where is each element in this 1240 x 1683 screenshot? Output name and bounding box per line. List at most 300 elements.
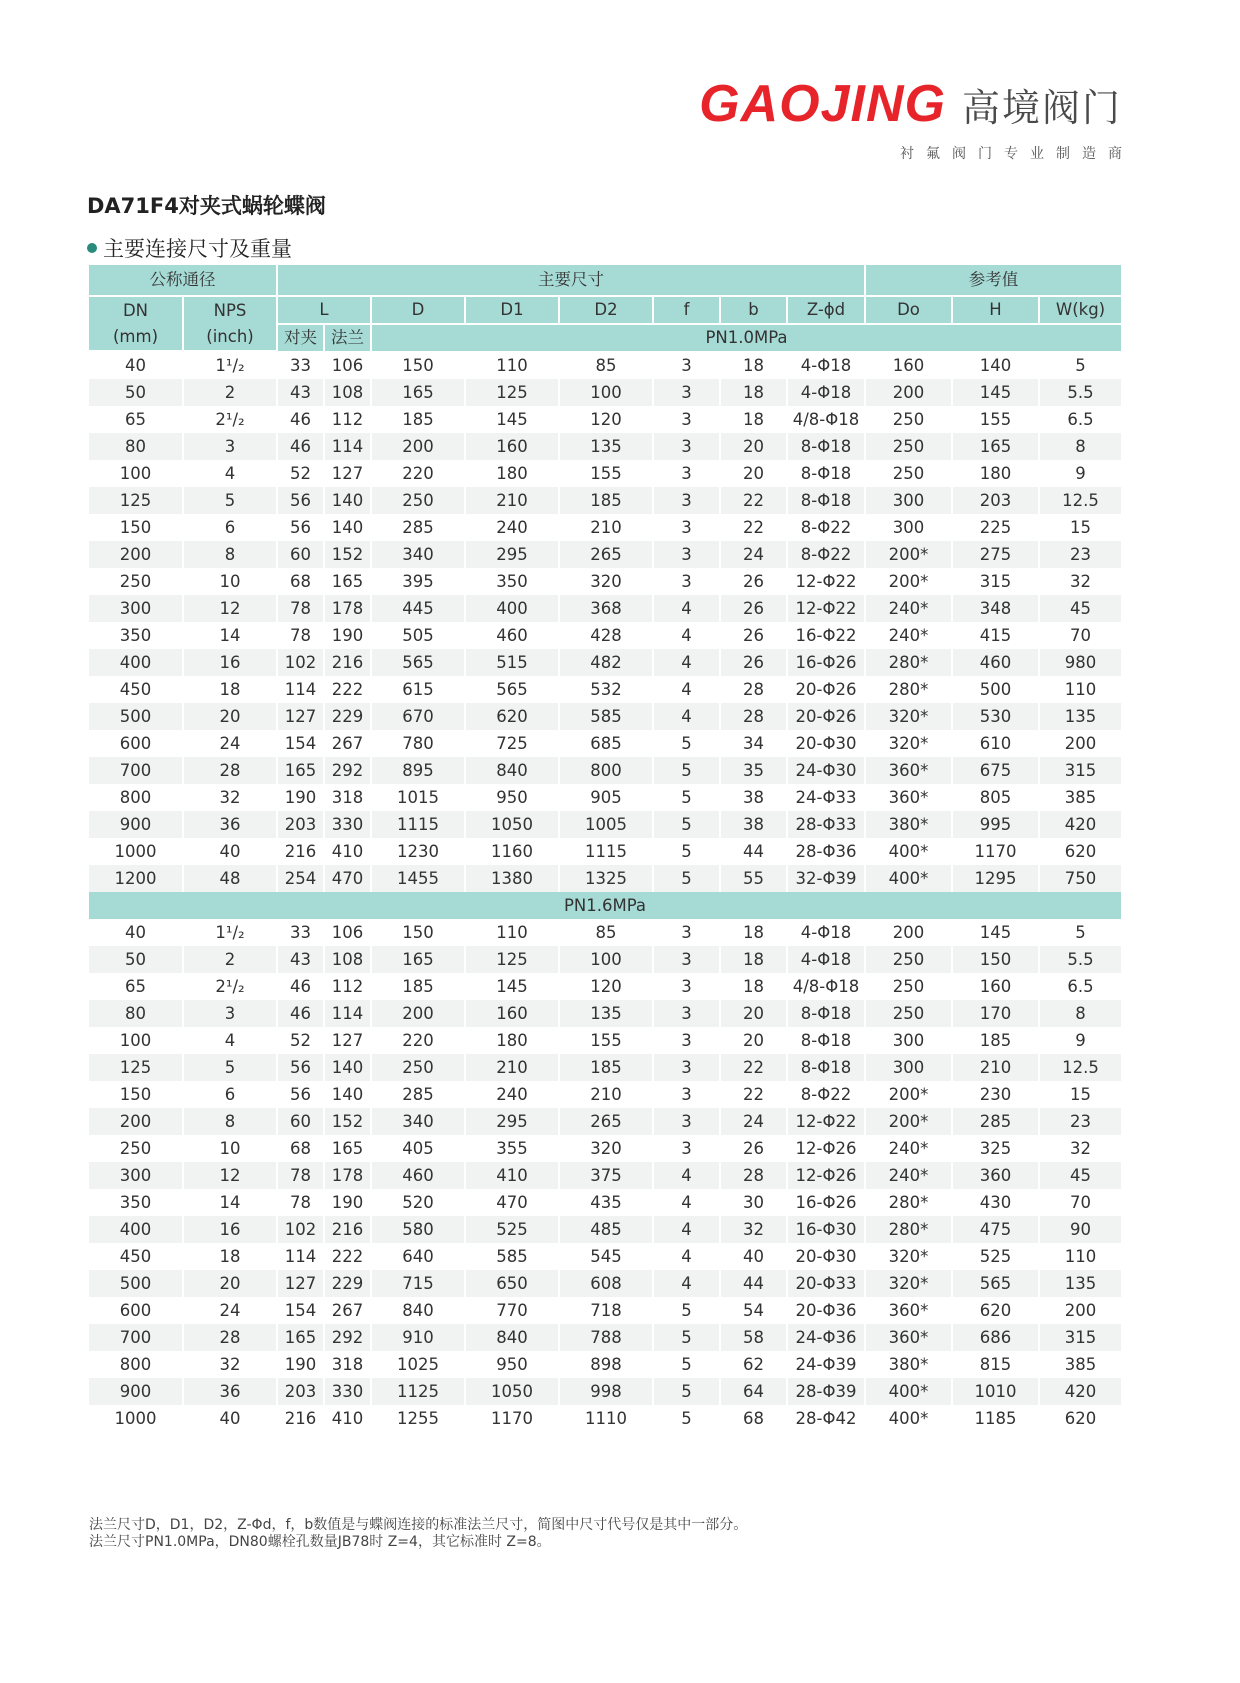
table-cell: 1230	[371, 838, 465, 865]
table-cell: 80	[89, 1000, 183, 1027]
table-cell: 52	[277, 1027, 324, 1054]
table-cell: 20-Φ30	[787, 730, 865, 757]
table-cell: 620	[952, 1297, 1039, 1324]
table-cell: 190	[277, 1351, 324, 1378]
table-cell: 4	[653, 1189, 720, 1216]
table-cell: 410	[324, 1405, 371, 1432]
table-cell: 20-Φ33	[787, 1270, 865, 1297]
table-cell: 56	[277, 514, 324, 541]
table-cell: 5	[183, 1054, 277, 1081]
table-cell: 120	[559, 406, 653, 433]
table-cell: 1115	[559, 838, 653, 865]
table-cell: 565	[952, 1270, 1039, 1297]
table-cell: 28	[720, 1162, 787, 1189]
table-cell: 300	[865, 1054, 952, 1081]
table-cell: 60	[277, 1108, 324, 1135]
table-cell: 320*	[865, 730, 952, 757]
table-cell: 250	[865, 406, 952, 433]
table-cell: 5	[653, 1324, 720, 1351]
table-cell: 125	[465, 379, 559, 406]
table-cell: 120	[559, 973, 653, 1000]
table-cell: 125	[89, 487, 183, 514]
table-cell: 78	[277, 1189, 324, 1216]
table-row	[89, 1243, 1121, 1270]
table-cell: 150	[89, 1081, 183, 1108]
table-cell: 140	[324, 514, 371, 541]
table-cell: 200	[371, 1000, 465, 1027]
table-cell: 203	[277, 811, 324, 838]
brand-logo: GAOJING	[699, 75, 946, 133]
table-cell: 998	[559, 1378, 653, 1405]
brand-name: 高境阀门	[961, 86, 1122, 130]
table-row	[89, 1216, 1121, 1243]
table-cell: 106	[324, 351, 371, 379]
table-cell: 5.5	[1039, 379, 1121, 406]
table-cell: 135	[1039, 703, 1121, 730]
pressure-label-1: PN1.0MPa	[371, 324, 1121, 351]
table-cell: 200*	[865, 1108, 952, 1135]
table-row	[89, 1378, 1121, 1405]
table-cell: 1295	[952, 865, 1039, 892]
table-cell: 43	[277, 946, 324, 973]
table-cell: 12	[183, 1162, 277, 1189]
table-cell: 4	[653, 676, 720, 703]
table-cell: 32	[183, 1351, 277, 1378]
table-row	[89, 460, 1121, 487]
table-cell: 400*	[865, 1405, 952, 1432]
table-cell: 160	[465, 1000, 559, 1027]
table-cell: 4	[653, 595, 720, 622]
table-cell: 485	[559, 1216, 653, 1243]
table-cell: 200	[89, 1108, 183, 1135]
table-cell: 127	[324, 460, 371, 487]
table-cell: 85	[559, 351, 653, 379]
table-cell: 4	[653, 1216, 720, 1243]
table-cell: 216	[277, 1405, 324, 1432]
table-cell: 54	[720, 1297, 787, 1324]
table-cell: 470	[465, 1189, 559, 1216]
table-cell: 3	[653, 1135, 720, 1162]
table-cell: 700	[89, 1324, 183, 1351]
table-cell: 325	[952, 1135, 1039, 1162]
table-cell: 165	[952, 433, 1039, 460]
table-cell: 46	[277, 433, 324, 460]
table-cell: 250	[865, 946, 952, 973]
table-cell: 475	[952, 1216, 1039, 1243]
table-cell: 114	[277, 676, 324, 703]
table-cell: 3	[653, 487, 720, 514]
table-cell: 1185	[952, 1405, 1039, 1432]
table-cell: 26	[720, 649, 787, 676]
table-cell: 1380	[465, 865, 559, 892]
table-cell: 545	[559, 1243, 653, 1270]
table-cell: 292	[324, 757, 371, 784]
table-cell: 585	[559, 703, 653, 730]
table-cell: 435	[559, 1189, 653, 1216]
table-cell: 348	[952, 595, 1039, 622]
table-cell: 210	[465, 487, 559, 514]
table-cell: 23	[1039, 1108, 1121, 1135]
table-cell: 9	[1075, 464, 1086, 483]
table-cell: 330	[324, 811, 371, 838]
table-cell: 190	[277, 784, 324, 811]
table-cell: 110	[465, 919, 559, 946]
table-cell: 6.5	[1067, 410, 1094, 429]
table-cell: 165	[371, 946, 465, 973]
header-ref: 参考值	[865, 265, 1121, 296]
table-cell: 12-Φ22	[787, 595, 865, 622]
table-cell: 135	[559, 1000, 653, 1027]
col-l: L	[277, 296, 371, 324]
table-cell: 150	[371, 919, 465, 946]
table-cell: 32	[1070, 1139, 1091, 1158]
col-d1: D1	[465, 296, 559, 324]
table-cell: 320*	[865, 1270, 952, 1297]
table-cell: 685	[559, 730, 653, 757]
table-cell: 2¹/₂	[183, 973, 277, 1000]
table-row	[89, 973, 1121, 1000]
table-cell: 815	[952, 1351, 1039, 1378]
table-cell: 78	[277, 595, 324, 622]
col-d2: D2	[559, 296, 653, 324]
table-cell: 718	[559, 1297, 653, 1324]
table-cell: 150	[371, 351, 465, 379]
table-cell: 18	[720, 351, 787, 379]
table-cell: 585	[465, 1243, 559, 1270]
table-cell: 250	[89, 1135, 183, 1162]
table-row	[89, 784, 1121, 811]
table-cell: 26	[720, 595, 787, 622]
table-row	[89, 433, 1121, 460]
table-cell: 300	[89, 595, 183, 622]
table-cell: 114	[324, 1000, 371, 1027]
table-cell: 565	[465, 676, 559, 703]
col-l-wafer: 对夹	[277, 324, 324, 351]
table-cell: 600	[89, 1297, 183, 1324]
table-cell: 50	[89, 379, 183, 406]
brand-header	[699, 75, 1122, 133]
table-row	[89, 730, 1121, 757]
table-cell: 280*	[865, 676, 952, 703]
table-cell: 4	[653, 1162, 720, 1189]
table-cell: 410	[324, 838, 371, 865]
table-cell: 216	[277, 838, 324, 865]
table-cell: 135	[559, 433, 653, 460]
table-cell: 1325	[559, 865, 653, 892]
table-cell: 38	[720, 811, 787, 838]
table-cell: 267	[324, 730, 371, 757]
table-cell: 840	[465, 757, 559, 784]
table-cell: 10	[183, 568, 277, 595]
table-cell: 320*	[865, 703, 952, 730]
col-h: H	[952, 296, 1039, 324]
footnotes	[89, 1517, 747, 1551]
table-cell: 315	[1039, 757, 1121, 784]
table-cell: 220	[371, 460, 465, 487]
col-dn	[89, 296, 183, 351]
table-cell: 1170	[952, 838, 1039, 865]
table-cell: 1010	[952, 1378, 1039, 1405]
table-cell: 16-Φ26	[787, 1189, 865, 1216]
table-row	[89, 514, 1121, 541]
table-cell: 3	[653, 1108, 720, 1135]
table-cell: 26	[720, 568, 787, 595]
table-cell: 20	[720, 433, 787, 460]
table-cell: 46	[277, 406, 324, 433]
table-cell: 895	[371, 757, 465, 784]
table-cell: 1¹/₂	[183, 351, 277, 379]
table-cell: 32	[183, 784, 277, 811]
table-cell: 152	[324, 1108, 371, 1135]
table-cell: 3	[183, 1000, 277, 1027]
table-cell: 12-Φ26	[787, 1135, 865, 1162]
table-cell: 8	[1039, 1000, 1121, 1027]
table-cell: 140	[324, 1054, 371, 1081]
table-cell: 38	[720, 784, 787, 811]
table-cell: 9	[1075, 1031, 1086, 1050]
table-cell: 56	[277, 1054, 324, 1081]
col-nps-label: NPS	[213, 300, 247, 320]
table-cell: 1050	[465, 811, 559, 838]
table-cell: 1200	[89, 865, 183, 892]
table-cell: 60	[277, 541, 324, 568]
table-cell: 62	[720, 1351, 787, 1378]
page-title: DA71F4对夹式蜗轮蝶阀	[87, 194, 326, 218]
table-cell: 14	[183, 1189, 277, 1216]
table-cell: 46	[277, 1000, 324, 1027]
table-cell: 420	[1039, 811, 1121, 838]
table-cell: 950	[465, 1351, 559, 1378]
table-cell: 190	[324, 622, 371, 649]
table-cell: 28	[183, 1324, 277, 1351]
table-cell: 3	[183, 433, 277, 460]
table-row	[89, 676, 1121, 703]
section-subtitle-text: 主要连接尺寸及重量	[103, 237, 292, 261]
table-cell: 24-Φ39	[787, 1351, 865, 1378]
table-cell: 8-Φ18	[787, 433, 865, 460]
footnote-1: 法兰尺寸D，D1，D2，Z-Φd，f，b数值是与蝶阀连接的标准法兰尺寸，简图中尺寸代号仅是其中一部分。	[89, 1517, 748, 1533]
table-cell: 788	[559, 1324, 653, 1351]
table-cell: 220	[371, 1027, 465, 1054]
table-cell: 4-Φ18	[787, 379, 865, 406]
col-nps-unit: (inch)	[206, 326, 254, 346]
table-cell: 58	[720, 1324, 787, 1351]
table-cell: 20	[183, 1270, 277, 1297]
table-cell: 18	[720, 379, 787, 406]
table-cell: 20-Φ36	[787, 1297, 865, 1324]
table-cell: 3	[653, 433, 720, 460]
table-cell: 20	[720, 460, 787, 487]
table-cell: 3	[653, 946, 720, 973]
table-cell: 300	[89, 1162, 183, 1189]
table-cell: 114	[277, 1243, 324, 1270]
table-cell: 5	[653, 838, 720, 865]
table-cell: 65	[89, 973, 183, 1000]
table-cell: 56	[277, 1081, 324, 1108]
table-cell: 140	[324, 1081, 371, 1108]
table-cell: 4	[183, 1027, 277, 1054]
table-row	[89, 838, 1121, 865]
table-cell: 210	[465, 1054, 559, 1081]
table-cell: 265	[559, 1108, 653, 1135]
table-cell: 22	[720, 487, 787, 514]
table-cell: 16-Φ30	[787, 1216, 865, 1243]
table-cell: 285	[952, 1108, 1039, 1135]
table-cell: 40	[720, 1243, 787, 1270]
table-cell: 675	[952, 757, 1039, 784]
table-row	[89, 649, 1121, 676]
table-cell: 280*	[865, 649, 952, 676]
table-cell: 114	[324, 433, 371, 460]
table-cell: 5	[653, 811, 720, 838]
table-cell: 250	[865, 973, 952, 1000]
table-cell: 178	[324, 595, 371, 622]
table-cell: 70	[1070, 1193, 1091, 1212]
table-row	[89, 406, 1121, 433]
table-cell: 1000	[89, 838, 183, 865]
table-cell: 360*	[865, 784, 952, 811]
table-cell: 6	[183, 514, 277, 541]
table-cell: 14	[183, 622, 277, 649]
table-cell: 185	[559, 1054, 653, 1081]
table-cell: 4/8-Φ18	[787, 406, 865, 433]
table-cell: 1000	[89, 1405, 183, 1432]
table-cell: 5	[653, 784, 720, 811]
table-cell: 18	[720, 406, 787, 433]
table-cell: 5	[653, 1405, 720, 1432]
table-cell: 8-Φ22	[787, 1081, 865, 1108]
header-nominal: 公称通径	[89, 265, 277, 296]
table-cell: 28	[720, 703, 787, 730]
table-cell: 180	[465, 1027, 559, 1054]
table-cell: 18	[720, 919, 787, 946]
table-cell: 995	[952, 811, 1039, 838]
table-cell: 1160	[465, 838, 559, 865]
table-cell: 18	[183, 676, 277, 703]
table-cell: 4	[653, 1243, 720, 1270]
table-cell: 8-Φ18	[787, 487, 865, 514]
table-cell: 2	[183, 379, 277, 406]
table-cell: 1170	[465, 1405, 559, 1432]
table-cell: 8-Φ18	[787, 1027, 865, 1054]
table-cell: 145	[465, 973, 559, 1000]
table-cell: 686	[952, 1324, 1039, 1351]
table-cell: 185	[371, 973, 465, 1000]
table-cell: 24	[720, 541, 787, 568]
table-row	[89, 1189, 1121, 1216]
table-cell: 20-Φ26	[787, 703, 865, 730]
table-cell: 45	[1039, 595, 1121, 622]
col-dn-label: DN	[122, 300, 149, 320]
table-cell: 3	[653, 460, 720, 487]
table-cell: 385	[1064, 788, 1097, 807]
table-cell: 600	[89, 730, 183, 757]
table-cell: 43	[277, 379, 324, 406]
table-cell: 20	[720, 1027, 787, 1054]
table-row	[89, 865, 1121, 892]
table-cell: 180	[465, 460, 559, 487]
table-cell: 68	[277, 568, 324, 595]
table-cell: 40	[89, 351, 183, 379]
pressure-label: PN1.6MPa	[89, 892, 1121, 919]
table-cell: 8	[183, 1108, 277, 1135]
table-cell: 145	[952, 379, 1039, 406]
table-cell: 68	[277, 1135, 324, 1162]
table-cell: 35	[720, 757, 787, 784]
table-cell: 254	[277, 865, 324, 892]
table-cell: 36	[183, 811, 277, 838]
header-main: 主要尺寸	[277, 265, 865, 296]
table-header	[89, 265, 1121, 351]
table-cell: 380*	[865, 811, 952, 838]
table-cell: 355	[465, 1135, 559, 1162]
table-cell: 405	[371, 1135, 465, 1162]
table-cell: 6	[183, 1081, 277, 1108]
table-cell: 4	[653, 649, 720, 676]
table-cell: 5	[1075, 355, 1086, 375]
table-cell: 165	[371, 379, 465, 406]
table-cell: 318	[324, 1351, 371, 1378]
table-cell: 770	[465, 1297, 559, 1324]
table-cell: 898	[559, 1351, 653, 1378]
table-cell: 100	[89, 1027, 183, 1054]
table-cell: 900	[89, 811, 183, 838]
table-cell: 610	[952, 730, 1039, 757]
table-cell: 8-Φ18	[787, 460, 865, 487]
table-cell: 22	[720, 514, 787, 541]
table-cell: 56	[277, 487, 324, 514]
table-cell: 23	[1039, 541, 1121, 568]
table-cell: 250	[89, 568, 183, 595]
table-cell: 3	[653, 1081, 720, 1108]
col-l-flange: 法兰	[324, 324, 371, 351]
col-dn-unit: (mm)	[112, 326, 159, 346]
table-cell: 5	[183, 487, 277, 514]
brand-slogan: 衬氟阀门专业制造商	[900, 146, 1134, 162]
table-cell: 112	[324, 973, 371, 1000]
table-cell: 22	[720, 1054, 787, 1081]
table-cell: 16	[183, 1216, 277, 1243]
table-cell: 12-Φ22	[787, 1108, 865, 1135]
table-cell: 285	[371, 514, 465, 541]
table-cell: 5	[653, 730, 720, 757]
table-cell: 230	[952, 1081, 1039, 1108]
table-cell: 2¹/₂	[183, 406, 277, 433]
table-cell: 20-Φ30	[787, 1243, 865, 1270]
table-cell: 65	[89, 406, 183, 433]
table-cell: 24-Φ33	[787, 784, 865, 811]
table-cell: 28	[720, 676, 787, 703]
table-cell: 8-Φ22	[787, 541, 865, 568]
table-cell: 400*	[865, 838, 952, 865]
table-cell: 165	[324, 568, 371, 595]
table-cell: 200	[89, 541, 183, 568]
table-cell: 127	[277, 1270, 324, 1297]
table-cell: 450	[89, 1243, 183, 1270]
table-cell: 22	[720, 1081, 787, 1108]
table-cell: 102	[277, 1216, 324, 1243]
table-cell: 1455	[371, 865, 465, 892]
table-cell: 470	[324, 865, 371, 892]
table-cell: 10	[183, 1135, 277, 1162]
table-cell: 905	[559, 784, 653, 811]
table-row	[89, 1351, 1121, 1378]
table-cell: 112	[324, 406, 371, 433]
table-cell: 24	[720, 1108, 787, 1135]
table-cell: 68	[720, 1405, 787, 1432]
table-cell: 580	[371, 1216, 465, 1243]
table-cell: 24	[183, 730, 277, 757]
